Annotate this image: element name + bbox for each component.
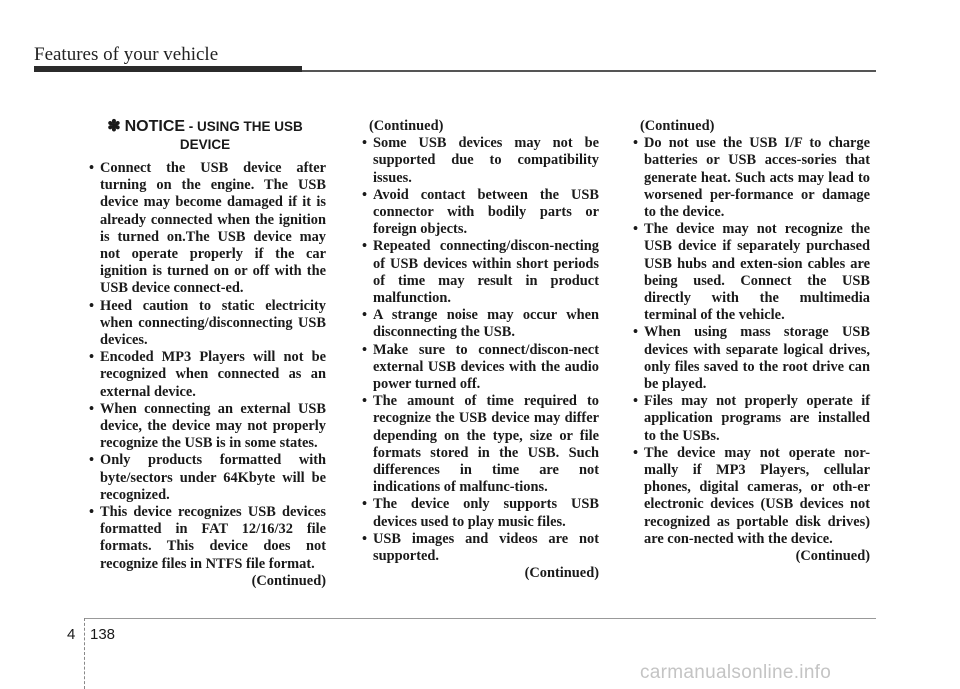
list-item: • The device may not operate nor-mally if MP3 Players, cellular phones, digital cameras, or oth-er electronic devices (USB devices not recognized as portable disk drives) are con-nected with the device. [628,445,870,548]
header-rule [302,70,876,72]
notice-label: NOTICE [124,118,186,135]
chapter-number: 4 [67,626,76,643]
page-header-title: Features of your vehicle [34,44,219,65]
list-item: • The device only supports USB devices used to play music files. [357,496,599,530]
column-2 [357,118,599,582]
list-item: • The amount of time required to recognize the USB device may differ depending on the type, size or file formats stored in the USB. Such differences in time are not indications of malfunc-tions. [357,393,599,496]
header-bar [34,66,302,72]
list-item: • This device recognizes USB devices formatted in FAT 12/16/32 file formats. This device does not recognize files in NTFS file format. [84,504,326,573]
notice-star-icon: ✽ [107,118,121,135]
list-item: • Repeated connecting/discon-necting of USB devices within short periods of time may result in product malfunction. [357,238,599,307]
list-item: • USB images and videos are not supported. [357,531,599,565]
list-item: • Avoid contact between the USB connector with bodily parts or foreign objects. [357,187,599,239]
column-1 [84,118,326,590]
footer-rule [84,618,876,619]
list-item: • When using mass storage USB devices with separate logical drives, only files saved to the root drive can be played. [628,324,870,393]
column-3 [628,118,870,565]
notice-heading [84,118,326,154]
continued-label: (Continued) [795,548,870,565]
list-item: • Do not use the USB I/F to charge batteries or USB acces-sories that generate heat. Such acts may lead to worsened per-formance or damage to the device. [628,135,870,221]
page-number: 138 [90,626,116,643]
notice-subtitle-1: - USING THE USB [185,119,303,134]
list-item: • Some USB devices may not be supported due to compatibility issues. [357,135,599,187]
list-item: • Heed caution to static electricity when connecting/disconnecting USB devices. [84,298,326,350]
footer-divider [84,618,86,689]
continued-label: (Continued) [251,572,326,589]
notice-subtitle-2: DEVICE [179,137,231,152]
continued-top-label: (Continued) [640,118,715,134]
list-item: • When connecting an external USB device, the device may not properly recognize the USB is in some states. [84,401,326,453]
list-item: • Encoded MP3 Players will not be recognized when connected as an external device. [84,349,326,401]
watermark: carmanualsonline.info [640,662,832,683]
continued-label: (Continued) [524,565,599,582]
list-item: • A strange noise may occur when disconnecting the USB. [357,307,599,341]
continued-top-label: (Continued) [369,118,444,134]
list-item: • Only products formatted with byte/sectors under 64Kbyte will be recognized. [84,452,326,504]
list-item: • The device may not recognize the USB device if separately purchased USB hubs and exten-sion cables are being used. Connect the USB directly with the multimedia terminal of the vehicle. [628,221,870,324]
list-item: • Connect the USB device after turning on the engine. The USB device may become damaged if it is already connected when the ignition is turned on.The USB device may not operate properly if the car ignition is turned on or off with the USB device connect-ed. [84,160,326,298]
list-item: • Files may not properly operate if application programs are installed to the USBs. [628,393,870,445]
list-item: • Make sure to connect/discon-nect external USB devices with the audio power turned off. [357,342,599,394]
